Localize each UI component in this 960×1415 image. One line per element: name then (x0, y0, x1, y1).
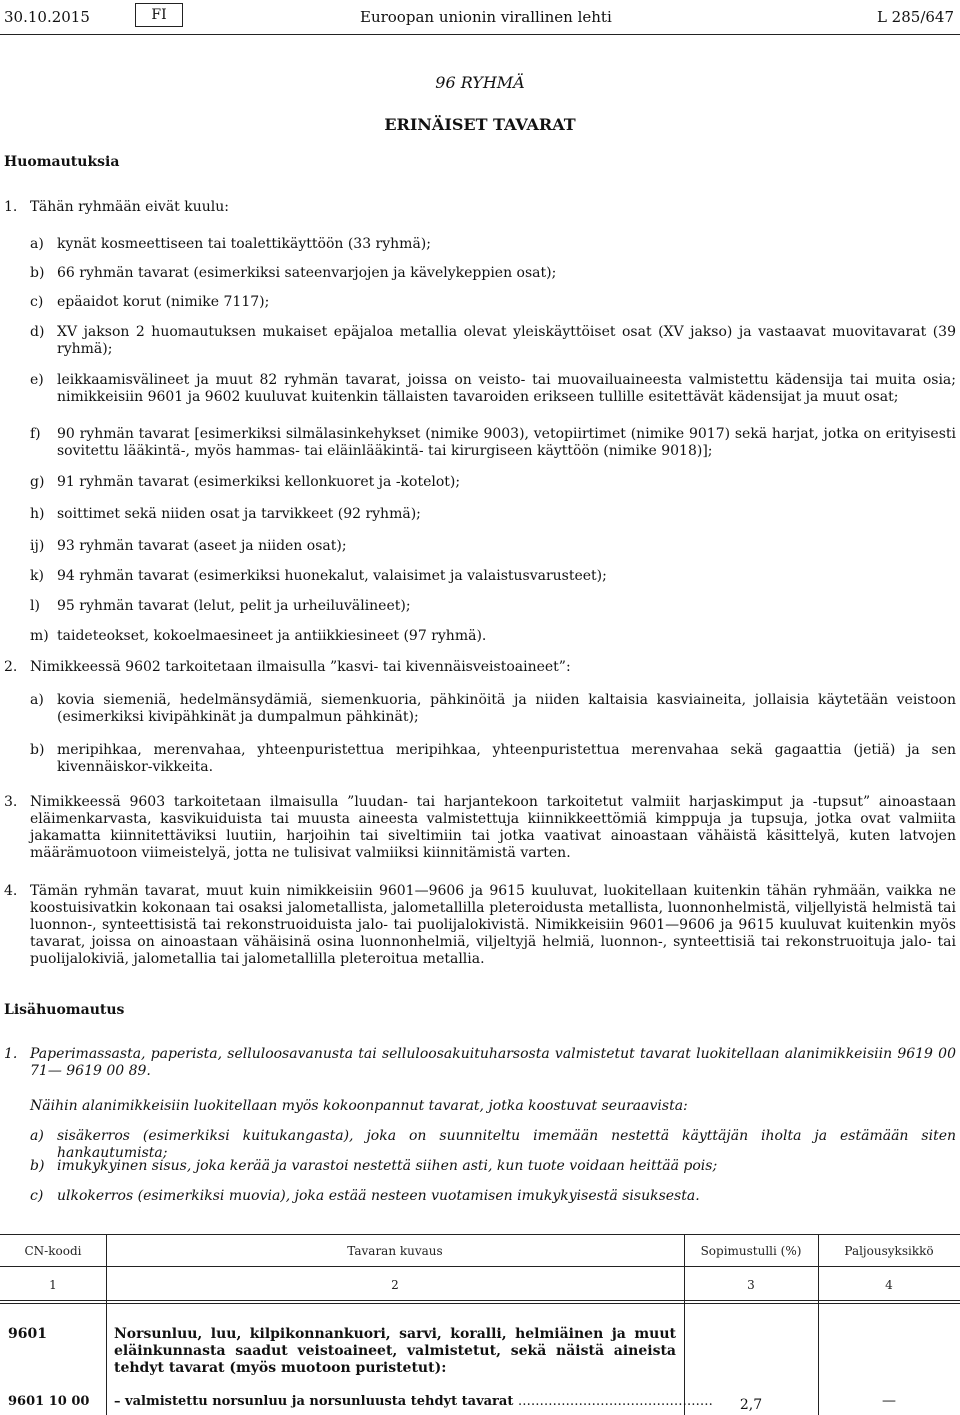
column-header: CN-koodi (24, 1244, 82, 1258)
column-number: 1 (49, 1278, 57, 1292)
table-col-divider (818, 1234, 819, 1415)
table-col-divider (684, 1234, 685, 1415)
list-label: b) (30, 742, 45, 758)
list-item: soittimet sekä niiden osat ja tarvikkeet (92 ryhmä); (57, 506, 421, 522)
goods-description: Norsunluu, luu, kilpikonnankuori, sarvi, koralli, helmiäinen ja muut eläinkunnasta saadut veistoaineet, valmistetut, sekä näistä aineista tehdyt tavarat (myös muotoon puristetut): (114, 1326, 676, 1376)
table-top-rule (0, 1234, 960, 1235)
language-code: FI (135, 3, 183, 27)
list-label: a) (30, 1128, 44, 1144)
notes-heading: Huomautuksia (4, 154, 120, 170)
list-item: 94 ryhmän tavarat (esimerkiksi huonekalut, valaisimet ja valaistusvarusteet); (57, 568, 607, 584)
list-label: c) (30, 1188, 44, 1204)
leader-dots: ……………………………………… (517, 1394, 713, 1409)
list-label: a) (30, 692, 44, 708)
table-header-rule (0, 1266, 960, 1267)
column-number: 3 (747, 1278, 755, 1292)
list-label: b) (30, 265, 45, 281)
list-item: 93 ryhmän tavarat (aseet ja niiden osat); (57, 538, 347, 554)
table-number-rule (0, 1300, 960, 1301)
list-item: taideteokset, kokoelmaesineet ja antiikkiesineet (97 ryhmä). (57, 628, 487, 644)
note-intro: Tähän ryhmään eivät kuulu: (30, 199, 229, 215)
list-item: meripihkaa, merenvahaa, yhteenpuristettua meripihkaa, yhteenpuristettua merenvahaa sekä gagaattia (jetiä) ja sen kivennäiskor-vikkeita. (57, 742, 956, 775)
additional-heading: Lisähuomautus (4, 1002, 125, 1018)
list-label: d) (30, 324, 45, 340)
list-item: kovia siemeniä, hedelmänsydämiä, siemenkuoria, pähkinöitä ja niiden kaltaisia kasviaineita, jollaisia käytetään veistoon (esimerkiksi kivipähkinät ja dumpalmun pähkinät); (57, 692, 956, 725)
list-item: 95 ryhmän tavarat (lelut, pelit ja urheiluvälineet); (57, 598, 411, 614)
column-header: Sopimustulli (%) (700, 1244, 802, 1258)
page-number: L 285/647 (876, 8, 954, 26)
column-number: 4 (885, 1278, 893, 1292)
journal-title: Euroopan unionin virallinen lehti (360, 8, 612, 26)
note-intro: Nimikkeessä 9602 tarkoitetaan ilmaisulla ”kasvi- tai kivennäisveistoaineet”: (30, 659, 571, 675)
table-number-rule-double (0, 1303, 960, 1304)
list-label: a) (30, 236, 44, 252)
list-label: m) (30, 628, 49, 644)
additional-intro: Näihin alanimikkeisiin luokitellaan myös kokoonpannut tavarat, jotka koostuvat seuraavista: (30, 1098, 688, 1114)
list-label: c) (30, 294, 44, 310)
note-number: 4. (4, 883, 18, 899)
list-label: g) (30, 474, 45, 490)
list-item: sisäkerros (esimerkiksi kuitukangasta), joka on suunniteltu imemään nestettä käyttäjän iholta ja estämään siten hankautumista; (57, 1128, 956, 1161)
chapter-number: 96 RYHMÄ (435, 73, 525, 92)
note-number: 3. (4, 794, 18, 810)
list-item: kynät kosmeettiseen tai toalettikäyttöön (33 ryhmä); (57, 236, 431, 252)
list-label: b) (30, 1158, 45, 1174)
column-number: 2 (391, 1278, 399, 1292)
chapter-title: ERINÄISET TAVARAT (384, 115, 576, 134)
note-number: 1. (4, 199, 18, 215)
list-label: e) (30, 372, 44, 388)
additional-number: 1. (4, 1046, 18, 1062)
additional-text: Paperimassasta, paperista, selluloosavanusta tai selluloosakuituharsosta valmistetut tavarat luokitellaan alanimikkeisiin 9619 00 71— 9619 00 89. (30, 1046, 956, 1079)
list-item: 66 ryhmän tavarat (esimerkiksi sateenvarjojen ja kävelykeppien osat); (57, 265, 557, 281)
goods-description (114, 1393, 713, 1410)
supplementary-unit: — (882, 1393, 896, 1409)
list-label: l) (30, 598, 40, 614)
cn-code: 9601 10 00 (8, 1394, 90, 1409)
list-label: h) (30, 506, 45, 522)
list-label: f) (30, 426, 41, 442)
column-header: Tavaran kuvaus (347, 1244, 443, 1258)
goods-description-text: – valmistettu norsunluu ja norsunluusta tehdyt tavarat (114, 1394, 514, 1409)
list-item: 91 ryhmän tavarat (esimerkiksi kellonkuoret ja -kotelot); (57, 474, 461, 490)
list-item: imukykyinen sisus, joka kerää ja varastoi nestettä siihen asti, kun tuote voidaan heittää pois; (57, 1158, 718, 1174)
list-item: ulkokerros (esimerkiksi muovia), joka estää nesteen vuotamisen imukykyisestä sisuksesta. (57, 1188, 700, 1204)
list-item: epäaidot korut (nimike 7117); (57, 294, 270, 310)
note-text: Nimikkeessä 9603 tarkoitetaan ilmaisulla ”luudan- tai harjantekoon tarkoitetut valmiit harjaskimput ja -tupsut” ainoastaan eläimenkarvasta, kasvikuiduista tai muusta aineesta valmistettuja kiinnikkeettömiä kimppuja ja tupsuja, jotka ovat valmiita jakamatta kiinnitettäviksi luutiin, harjoihin tai siveltimiin tai jotka vaativat ainoastaan vähäistä käsittelyä, kuten latvojen määrämuotoon viimeistelyä, jotta ne tulisivat valmiiksi kiinnitämistä varten. (30, 794, 956, 861)
column-header: Paljousyksikkö (844, 1244, 934, 1258)
header-rule (0, 34, 960, 35)
duty-rate: 2,7 (739, 1397, 763, 1413)
note-number: 2. (4, 659, 18, 675)
list-item: 90 ryhmän tavarat [esimerkiksi silmälasinkehykset (nimike 9003), vetopiirtimet (nimike 9017) sekä harjat, jotka on erityisesti sovitettu lääkintä-, myös hammas- tai eläinlääkintä- tai kirurgiseen käyttöön (nimike 9018)]; (57, 426, 956, 459)
list-label: ij) (30, 538, 45, 554)
note-text: Tämän ryhmän tavarat, muut kuin nimikkeisiin 9601—9606 ja 9615 kuuluvat, luokitellaan kuitenkin tähän ryhmään, vaikka ne koostuisivatkin kokonaan tai osaksi jalometallista, jalometallilla pleteroidusta metallista, luonnonhelmistä, viljellyistä helmistä tai luonnon-, synteettisistä tai rekonstruoiduista jalo- tai puolijalokivistä. Nimikkeisiin 9601—9606 ja 9615 kuuluvat kuitenkin myös tavarat, joissa on ainoastaan vähäisinä osina luonnonhelmiä, viljeltyjä helmiä, luonnon-, synteettisiä tai rekonstruoituja jalo- tai puolijalokiviä, jalometallia tai jalometallilla pleteroitua metallia. (30, 883, 956, 967)
list-item: leikkaamisvälineet ja muut 82 ryhmän tavarat, joissa on veisto- tai muovailuaineesta valmistettu kädensija tai muita osia; nimikkeisiin 9601 ja 9602 kuuluvat kuitenkin tällaisten tavaroiden erikseen tullille esitettävät kädensijat ja muut osat; (57, 372, 956, 405)
list-label: k) (30, 568, 44, 584)
list-item: XV jakson 2 huomautuksen mukaiset epäjaloa metallia olevat yleiskäyttöiset osat (XV jakso) ja vastaavat muovitavarat (39 ryhmä); (57, 324, 956, 357)
table-col-divider (106, 1234, 107, 1415)
publication-date: 30.10.2015 (4, 8, 90, 26)
cn-code: 9601 (8, 1326, 47, 1342)
